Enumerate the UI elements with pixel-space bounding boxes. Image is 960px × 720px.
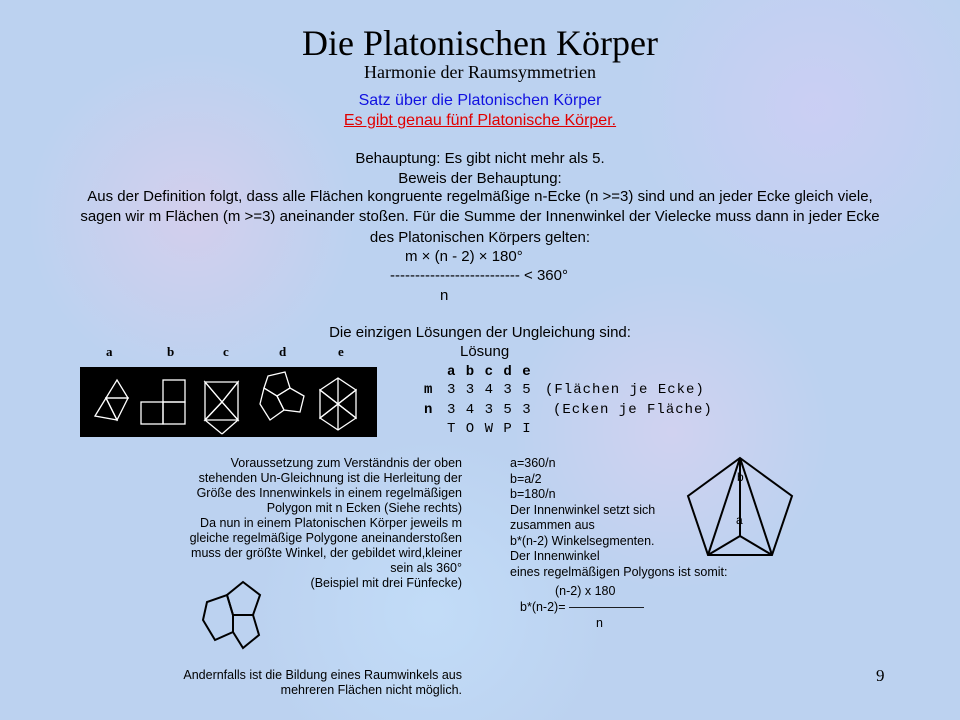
fraction-left: b*(n-2)= —————— bbox=[520, 600, 644, 614]
formula-numerator: m × (n - 2) × 180° bbox=[405, 248, 523, 265]
page-title: Die Platonischen Körper bbox=[302, 23, 658, 63]
solution-row-m-values: 3 3 4 3 5 bbox=[447, 382, 532, 398]
figure-label-a: a bbox=[106, 344, 113, 359]
proof-heading: Beweis der Behauptung: bbox=[398, 170, 562, 187]
vertex-figure-e-triangles bbox=[320, 378, 356, 430]
pentagon-diagonal-left bbox=[708, 458, 740, 555]
figure-label-b: b bbox=[167, 344, 175, 359]
note-left-line: Größe des Innenwinkels in einem regelmäßigen bbox=[196, 486, 462, 500]
vertex-figure-a-triangles bbox=[95, 380, 128, 420]
proof-line-3: des Platonischen Körpers gelten: bbox=[369, 229, 591, 246]
note-right-line: b*(n-2) Winkelsegmenten. bbox=[510, 533, 655, 548]
solution-row-n-label: n bbox=[424, 402, 434, 418]
note-left-line: stehenden Un-Gleichnung ist die Herleitung der bbox=[198, 471, 462, 485]
note-left-footer-line-2: mehreren Flächen nicht möglich. bbox=[280, 683, 462, 697]
proof-line-2: sagen wir m Flächen (m >=3) aneinander stoßen. Für die Summe der Innenwinkel der Vielecke muss dann in jeder Ecke bbox=[80, 208, 880, 225]
note-right-line: eines regelmäßigen Polygons ist somit: bbox=[510, 564, 728, 579]
vertex-figure-c-triangles bbox=[205, 382, 238, 434]
figure-label-c: c bbox=[223, 344, 229, 359]
note-left-line: gleiche regelmäßige Polygone aneinanderstoßen bbox=[189, 531, 462, 545]
note-left bbox=[160, 456, 462, 591]
fraction-denominator: n bbox=[596, 616, 603, 630]
note-right-line: a=360/n bbox=[510, 456, 556, 470]
solution-header-row: a b c d e bbox=[447, 364, 532, 380]
note-left-line: (Beispiel mit drei Fünfecke) bbox=[310, 576, 462, 590]
theorem-statement: Es gibt genau fünf Platonische Körper. bbox=[343, 112, 617, 129]
vertex-figures-panel bbox=[80, 367, 377, 437]
pentagon-label-a: a bbox=[736, 513, 743, 527]
solution-solids-row: T O W P I bbox=[447, 421, 532, 437]
three-pentagons-figure bbox=[195, 572, 295, 662]
pentagon-angle-diagram bbox=[682, 452, 802, 562]
note-right-line: Der Innenwinkel setzt sich bbox=[510, 502, 656, 517]
note-left-footer-line-1: Andernfalls ist die Bildung eines Raumwinkels aus bbox=[183, 668, 462, 682]
note-left-line: sein als 360° bbox=[390, 561, 462, 575]
note-right-line: b=180/n bbox=[510, 487, 556, 501]
solution-heading: Lösung bbox=[460, 343, 510, 360]
note-right-line: zusammen aus bbox=[510, 518, 595, 532]
note-left-line: Voraussetzung zum Verständnis der oben bbox=[230, 456, 462, 470]
solution-row-n-note: (Ecken je Fläche) bbox=[553, 402, 713, 418]
fraction-numerator: (n-2) x 180 bbox=[555, 584, 616, 598]
pentagon-label-b: b bbox=[737, 470, 744, 484]
theorem-name: Satz über die Platonischen Körper bbox=[358, 92, 602, 109]
page-number: 9 bbox=[876, 666, 885, 685]
figure-label-e: e bbox=[338, 344, 344, 359]
solution-row-m-label: m bbox=[424, 382, 434, 398]
vertex-figure-d-pentagons bbox=[260, 372, 304, 420]
note-left-footer bbox=[160, 668, 462, 698]
note-right-line: Der Innenwinkel bbox=[510, 549, 600, 563]
page-subtitle: Harmonie der Raumsymmetrien bbox=[364, 62, 596, 82]
solution-row-m-note: (Flächen je Ecke) bbox=[545, 382, 705, 398]
formula-denominator: n bbox=[440, 287, 449, 304]
formula-fraction-bar: -------------------------- < 360° bbox=[390, 267, 568, 284]
proof-line-1: Aus der Definition folgt, dass alle Flächen kongruente regelmäßige n-Ecke (n >=3) sind und an jeder Ecke gleich viele, bbox=[87, 188, 873, 205]
solution-row-n-values: 3 4 3 5 3 bbox=[447, 402, 532, 418]
figure-label-d: d bbox=[279, 344, 287, 359]
note-left-line: Da nun in einem Platonischen Körper jeweils m bbox=[200, 516, 462, 530]
solutions-intro: Die einzigen Lösungen der Ungleichung sind: bbox=[329, 324, 631, 341]
vertex-figure-b-squares bbox=[141, 380, 185, 424]
note-left-line: muss der größte Winkel, der gebildet wird,kleiner bbox=[191, 546, 462, 560]
proof-claim: Behauptung: Es gibt nicht mehr als 5. bbox=[355, 150, 605, 167]
pentagon-diagonal-right bbox=[740, 458, 772, 555]
note-right-line: b=a/2 bbox=[510, 471, 542, 486]
note-left-line: Polygon mit n Ecken (Siehe rechts) bbox=[266, 501, 462, 515]
